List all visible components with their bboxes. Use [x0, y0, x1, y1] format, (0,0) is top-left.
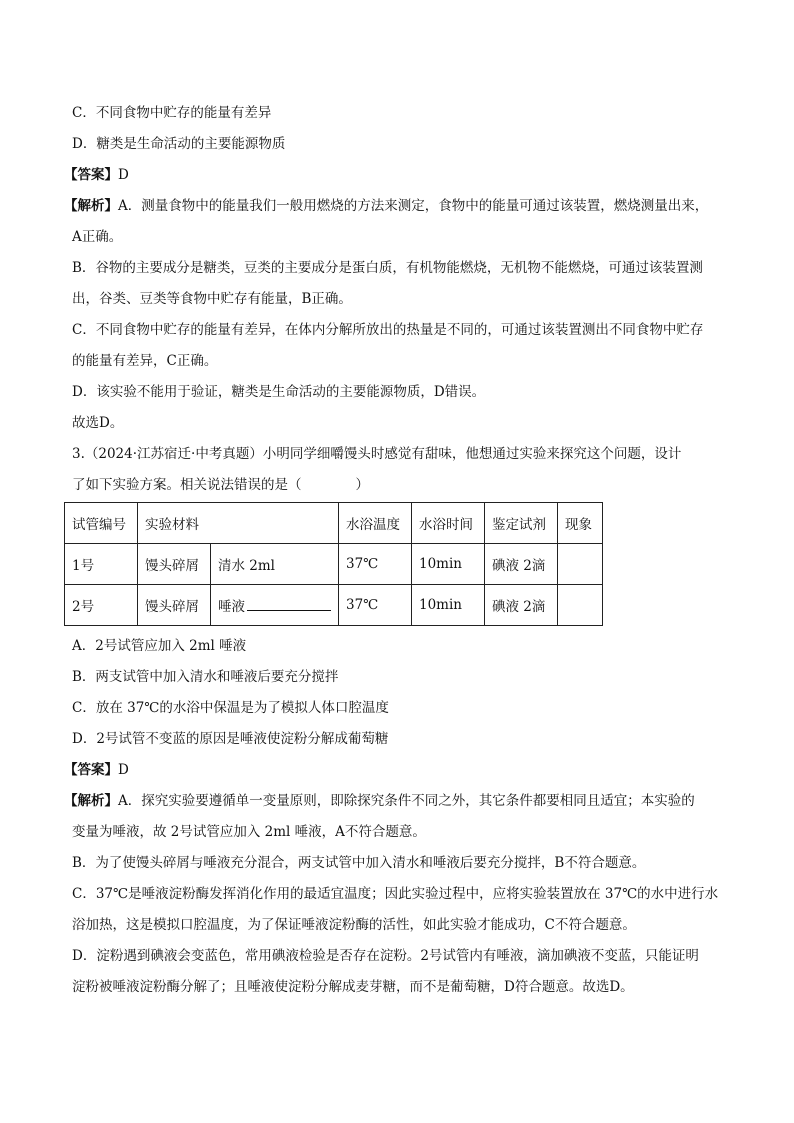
answer2-line — [64, 760, 724, 780]
table-row — [65, 544, 603, 585]
answer-line — [64, 165, 724, 185]
question3-line2: 了如下实验方案。相关说法错误的是（ ） — [72, 477, 369, 493]
table-cell: 10min — [412, 585, 485, 626]
analysis2-line-a1 — [64, 791, 724, 811]
analysis-a2-text: A正确。 — [72, 229, 123, 245]
fill-blank — [247, 596, 331, 611]
table-cell: 馒头碎屑 — [138, 585, 211, 626]
table-cell — [558, 585, 603, 626]
analysis-d1-text: D．该实验不能用于验证，糖类是生命活动的主要能源物质，D错误。 — [72, 384, 486, 400]
analysis-line-a1 — [64, 196, 724, 216]
analysis-tag: 【解析】 — [64, 198, 118, 214]
option-c2-text: C．放在 37℃的水浴中保温是为了模拟人体口腔温度 — [72, 700, 389, 716]
option-b-text: B．两支试管中加入清水和唾液后要充分搅拌 — [72, 669, 339, 685]
analysis2-c2-text: 浴加热，这是模拟口腔温度，为了保证唾液淀粉酶的活性，如此实验才能成功，C不符合题意。 — [72, 917, 636, 933]
analysis2-a1-text: A．探究实验要遵循单一变量原则，即除探究条件不同之外，其它条件都要相同且适宜；本实验的 — [118, 793, 695, 809]
choose-text: 故选D。 — [72, 415, 124, 431]
answer-value: D — [118, 167, 129, 183]
table-cell: 2号 — [65, 585, 138, 626]
option-d-text: D．糖类是生命活动的主要能源物质 — [72, 136, 286, 152]
header-cell: 试管编号 — [65, 503, 138, 544]
analysis2-c1-text: C．37℃是唾液淀粉酶发挥消化作用的最适宜温度；因此实验过程中，应将实验装置放在 37℃的水中进行水 — [72, 886, 719, 902]
table-cell: 唾液 — [218, 599, 245, 615]
analysis-c1-text: C．不同食物中贮存的能量有差异，在体内分解所放出的热量是不同的，可通过该装置测出不同食物中贮存 — [72, 322, 704, 338]
table-row — [65, 585, 603, 626]
table-cell: 碘液 2滴 — [485, 544, 558, 585]
question3-line1: 3.（2024·江苏宿迁·中考真题）小明同学细嚼馒头时感觉有甜味，他想通过实验来探究这个问题，设计 — [72, 446, 682, 462]
answer-tag: 【答案】 — [64, 167, 118, 183]
table-cell: 碘液 2滴 — [485, 585, 558, 626]
analysis-c2-text: 的能量有差异，C正确。 — [72, 353, 218, 369]
table-cell — [558, 544, 603, 585]
option-d2-text: D．2号试管不变蓝的原因是唾液使淀粉分解成葡萄糖 — [72, 731, 389, 747]
analysis2-a2-text: 变量为唾液，故 2号试管应加入 2ml 唾液，A不符合题意。 — [72, 824, 426, 840]
analysis-b2-text: 出，谷类、豆类等食物中贮存有能量，B正确。 — [72, 291, 352, 307]
header-cell: 现象 — [558, 503, 603, 544]
experiment-table — [64, 502, 603, 626]
table-cell: 37℃ — [339, 585, 412, 626]
header-cell: 水浴时间 — [412, 503, 485, 544]
analysis2-d2-text: 淀粉被唾液淀粉酶分解了；且唾液使淀粉分解成麦芽糖，而不是葡萄糖，D符合题意。故选D。 — [72, 979, 634, 995]
table-cell-liquid-blank — [211, 585, 339, 626]
header-cell: 实验材料 — [138, 503, 339, 544]
analysis-b1-text: B．谷物的主要成分是糖类，豆类的主要成分是蛋白质，有机物能燃烧，无机物不能燃烧，可通过该装置测 — [72, 260, 703, 276]
option-c-text: C．不同食物中贮存的能量有差异 — [72, 105, 272, 121]
option-a-text: A．2号试管应加入 2ml 唾液 — [72, 638, 247, 654]
table-cell: 馒头碎屑 — [138, 544, 211, 585]
analysis2-b1-text: B．为了使馒头碎屑与唾液充分混合，两支试管中加入清水和唾液后要充分搅拌，B不符合题意。 — [72, 855, 646, 871]
header-cell: 水浴温度 — [339, 503, 412, 544]
analysis2-tag: 【解析】 — [64, 793, 118, 809]
table-cell: 37℃ — [339, 544, 412, 585]
answer2-value: D — [118, 762, 129, 778]
table-header-row — [65, 503, 603, 544]
table-cell: 1号 — [65, 544, 138, 585]
analysis-a1-text: A．测量食物中的能量我们一般用燃烧的方法来测定，食物中的能量可通过该装置，燃烧测量出来， — [118, 198, 709, 214]
header-cell: 鉴定试剂 — [485, 503, 558, 544]
table-cell: 10min — [412, 544, 485, 585]
table-cell: 清水 2ml — [211, 544, 339, 585]
analysis2-d1-text: D．淀粉遇到碘液会变蓝色，常用碘液检验是否存在淀粉。2号试管内有唾液，滴加碘液不变蓝，只能证明 — [72, 948, 699, 964]
answer2-tag: 【答案】 — [64, 762, 118, 778]
